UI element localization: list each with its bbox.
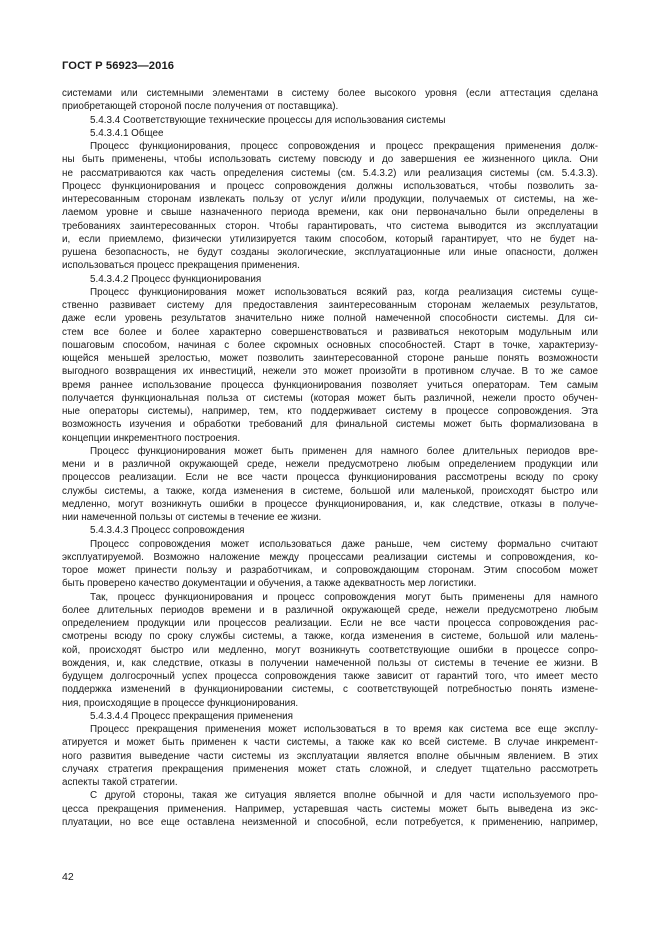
- text-line: Так, процесс функционирования и процесс сопровождения могут быть применены для намного: [90, 591, 598, 603]
- text-line: выгодного возвращения их инвестиций, нежели это может произойти в противном случае. В то же самое: [62, 366, 598, 378]
- text-line: нии намеченной пользы от системы в течение ее жизни.: [62, 512, 322, 523]
- text-line: концепции инкрементного построения.: [62, 432, 241, 444]
- body-text: [62, 87, 598, 829]
- text-line: Процесс функционирования и процесс сопровождения должны использоваться, чтобы позволить за-: [62, 180, 598, 192]
- text-line: мени и в различной окружающей среде, нежели предусмотрено любым определением продукции или: [62, 459, 598, 470]
- text-line: определением продукции или процессов реализации. Если не все части процесса сопровождения рас-: [62, 618, 598, 629]
- text-line: Процесс функционирования, процесс сопровождения и процесс прекращения применения долж-: [90, 141, 598, 152]
- text-line: стем все более и более характерно совершенствоваться и развиваться некоторым модульным или: [62, 326, 598, 338]
- section-heading: 5.4.3.4.2 Процесс функционирования: [90, 273, 262, 285]
- text-line: эксплуатируемой. Возможно наложение между процессами реализации системы и сопровождения, ко-: [62, 551, 598, 563]
- text-line: С другой стороны, такая же ситуация является вполне обычной и для части используемого про-: [90, 790, 598, 802]
- text-line: и, если приемлемо, физически утилизируется таким способом, который гарантирует, что не будет на-: [62, 233, 598, 245]
- text-line: ны быть применены, чтобы использовать систему повсюду и до завершения ее жизненного цикла. Они: [62, 154, 598, 166]
- text-line: ного развития выведение части системы из эксплуатации является вполне обычным явлением. В этих: [62, 750, 598, 762]
- text-line: даже если уровень результатов значительно ниже полной намеченной способности системы. Для си-: [62, 313, 598, 325]
- text-line: ные операторы системы), например, тем, кто поддерживает систему в процессе сопровождения. Эта: [62, 406, 598, 417]
- text-line: Процесс функционирования может использоваться всякий раз, когда реализация системы суще-: [90, 286, 598, 298]
- section-heading: 5.4.3.4.4 Процесс прекращения применения: [90, 710, 294, 722]
- text-line: требованиях заинтересованных сторон. Чтобы гарантировать, что система выводится из эксплуатации: [62, 220, 598, 232]
- text-line: системами или системными элементами в систему более высокого уровня (если аттестация сделана: [62, 88, 598, 99]
- text-line: Процесс прекращения применения может использоваться в то время как система все еще эксплу-: [90, 724, 598, 735]
- section-heading: 5.4.3.4.3 Процесс сопровождения: [90, 525, 245, 537]
- text-line: будущем долгосрочный успех процесса сопровождения также зависит от гарантий того, что имеет место: [62, 671, 598, 682]
- text-line: плуатации, но все еще оставлена неизменной и способной, если потребуется, к применению, например,: [62, 816, 598, 828]
- text-line: рушена безопасность, не будут созданы экологические, эксплуатационные или иные опасности, должен: [62, 247, 598, 258]
- text-line: кой, происходят быстро или медленно, могут возникнуть соответствующие ошибки в процессе сопро-: [62, 644, 598, 656]
- text-line: аспекты такой стратегии.: [62, 777, 178, 788]
- text-line: медленно, могут возникнуть ошибки в процессе функционирования, и, как следствие, отказы в получе-: [62, 498, 598, 510]
- text-line: вождения, и, как следствие, отказы в получении намеченной пользы от системы в течение ее жизни. В: [62, 657, 598, 669]
- text-line: торое может принести пользу и разработчикам, и сопровождающим сторонам. Этим способом может: [62, 565, 598, 576]
- text-line: Процесс сопровождения может использоваться даже раньше, чем систему формально считают: [90, 538, 598, 550]
- text-line: Процесс функционирования может быть применен для намного более длительных периодов вре-: [90, 445, 598, 457]
- text-line: время раннее использование процесса функционирования позволяет учиться операторам. Тем самым: [62, 379, 598, 391]
- text-line: случаях стратегия прекращения применения может стать сложной, и следует тщательно рассмотреть: [62, 763, 598, 775]
- document-header: ГОСТ Р 56923—2016: [62, 60, 175, 72]
- text-line: ния, происходящие в процессе функционирования.: [62, 697, 299, 709]
- text-line: более длительных периодов времени и в различной окружающей среде, нежели предусмотрено любым: [62, 604, 598, 616]
- text-line: использоваться процесс прекращения применения.: [62, 260, 300, 272]
- text-line: атируется и может быть применен к части системы, а также как ко всей системе. В случае инкремент-: [62, 737, 598, 749]
- section-heading: 5.4.3.4 Соответствующие технические процессы для использования системы: [90, 114, 446, 126]
- text-line: быть проверено качество документации и обучения, а также адекватность мер логистики.: [62, 578, 477, 590]
- text-line: пошаговым способом, начиная с более скромных основных способностей. Старт в точке, характеризу-: [62, 339, 598, 351]
- text-line: поддержка изменений в функционировании системы, с соответствующей потребностью понять измене-: [62, 684, 598, 696]
- page-number: 42: [62, 871, 74, 883]
- text-line: приобретающей стороной после получения от поставщика).: [62, 101, 339, 113]
- section-heading: 5.4.3.4.1 Общее: [90, 127, 164, 139]
- text-line: не рассматриваются как часть определения системы (см. 5.4.3.2) или реализация системы (см. 5.4.3.3).: [62, 167, 598, 179]
- text-line: возможность изучения и обработки требований для финальной системы может быть формализована в: [62, 419, 598, 431]
- text-line: процессов реализации. Если не все части процесса функционирования рассмотрены всюду по сроку: [62, 472, 598, 484]
- text-line: ственно развивает систему для предоставления заинтересованным сторонам желаемых результатов,: [62, 300, 598, 311]
- text-line: службы системы, а также, когда изменения в системе, большой или маленькой, происходят быстро или: [62, 485, 598, 497]
- text-line: лаемом уровне и свыше назначенного периода времени, как они первоначально были определены в: [62, 207, 598, 219]
- text-line: смотрены всюду по сроку службы системы, а также, когда изменения в системе, большой или малень-: [62, 631, 598, 643]
- text-line: получается функциональная польза от системы (которая может быть различной, нежели просто обучен-: [62, 392, 598, 404]
- text-line: цесса прекращения применения. Например, устаревшая часть системы может быть выведена из экс-: [62, 803, 598, 815]
- text-line: ющейся меньшей зрелостью, может позволить заинтересованной стороне раньше понять возможности: [62, 353, 598, 364]
- text-line: интересованным сторонам извлекать пользу от услуг и/или продукции, получаемых от системы, на же-: [62, 194, 598, 205]
